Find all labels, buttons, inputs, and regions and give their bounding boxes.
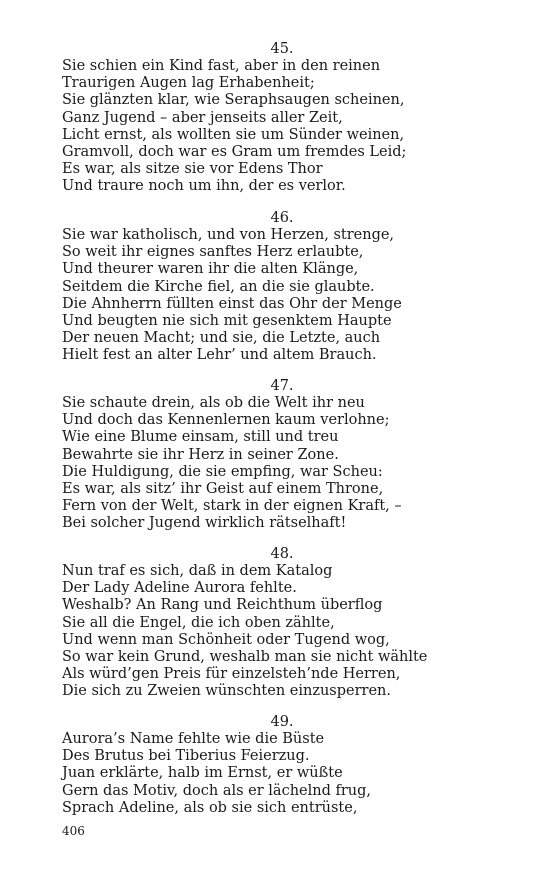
page-number: 406: [62, 824, 85, 838]
verse-line: Aurora’s Name fehlte wie die Büste: [62, 731, 325, 747]
stanza-45: [62, 41, 502, 196]
verse-line: So weit ihr eignes sanftes Herz erlaubte,: [62, 244, 364, 261]
verse-line: Es war, als sitze sie vor Edens Thor: [62, 161, 323, 178]
verse-line: Nun traf es sich, daß in dem Katalog: [62, 563, 333, 579]
stanza-49: [62, 714, 502, 817]
verse-line: Sie all die Engel, die ich oben zählte,: [62, 614, 335, 631]
verse-line: Traurigen Augen lag Erhabenheit;: [62, 75, 315, 92]
verse-line: Die sich zu Zweien wünschten einzusperren.: [62, 683, 391, 700]
verse-line: Wie eine Blume einsam, still und treu: [62, 429, 339, 446]
stanza-number: 47.: [270, 378, 294, 394]
verse-line: Juan erklärte, halb im Ernst, er wüßte: [62, 765, 343, 782]
stanza-number: 45.: [270, 41, 294, 57]
verse-line: Es war, als sitz’ ihr Geist auf einem Throne,: [62, 481, 384, 498]
verse-line: Sie schien ein Kind fast, aber in den reinen: [62, 58, 381, 74]
verse-line: Sie glänzten klar, wie Seraphsaugen scheinen,: [62, 92, 405, 109]
stanza-number: 49.: [270, 714, 294, 730]
verse-line: Fern von der Welt, stark in der eignen Kraft, –: [62, 498, 402, 515]
verse-line: Licht ernst, als wollten sie um Sünder weinen,: [62, 126, 405, 143]
stanza-48: [62, 546, 502, 701]
verse-line: Des Brutus bei Tiberius Feierzug.: [62, 748, 310, 765]
verse-line: Und wenn man Schönheit oder Tugend wog,: [62, 631, 390, 648]
stanza-47: [62, 378, 502, 533]
verse-line: Und theurer waren ihr die alten Klänge,: [62, 261, 359, 278]
verse-line: Die Huldigung, die sie empfing, war Scheu:: [62, 463, 383, 480]
verse-line: Die Ahnherrn füllten einst das Ohr der Menge: [62, 295, 402, 312]
verse-line: Weshalb? An Rang und Reichthum überflog: [62, 597, 383, 614]
verse-line: Als würd’gen Preis für einzelsteh’nde Herren,: [62, 666, 401, 683]
verse-line: Seitdem die Kirche fiel, an die sie glaubte.: [62, 278, 375, 295]
verse-line: Hielt fest an alter Lehr’ und altem Brauch.: [62, 347, 377, 364]
verse-line: Der neuen Macht; und sie, die Letzte, auch: [62, 330, 381, 347]
stanza-number: 46.: [270, 210, 294, 226]
verse-line: Und doch das Kennenlernen kaum verlohne;: [62, 412, 390, 429]
verse-line: Und beugten nie sich mit gesenktem Haupte: [62, 313, 392, 330]
stanza-46: [62, 210, 502, 365]
verse-line: Der Lady Adeline Aurora fehlte.: [62, 580, 297, 597]
verse-line: Bewahrte sie ihr Herz in seiner Zone.: [62, 446, 339, 463]
verse-line: So war kein Grund, weshalb man sie nicht wählte: [62, 649, 428, 666]
stanza-number: 48.: [270, 546, 294, 562]
verse-line: Sprach Adeline, als ob sie sich entrüste,: [62, 799, 358, 816]
verse-line: Und traure noch um ihn, der es verlor.: [62, 178, 346, 195]
verse-line: Ganz Jugend – aber jenseits aller Zeit,: [62, 109, 343, 126]
verse-line: Gramvoll, doch war es Gram um fremdes Leid;: [62, 144, 407, 161]
verse-line: Sie schaute drein, als ob die Welt ihr neu: [62, 395, 365, 411]
verse-line: Bei solcher Jugend wirklich rätselhaft!: [62, 515, 347, 532]
verse-line: Sie war katholisch, und von Herzen, strenge,: [62, 227, 395, 243]
verse-line: Gern das Motiv, doch als er lächelnd frug,: [62, 782, 372, 799]
